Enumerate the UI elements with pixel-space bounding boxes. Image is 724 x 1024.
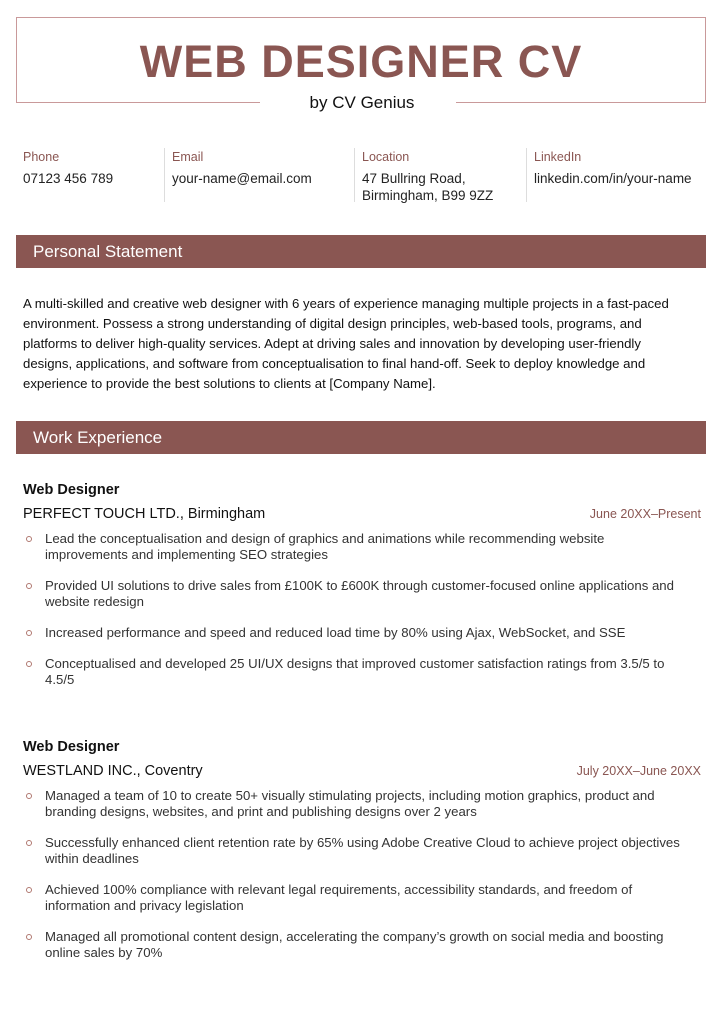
job-entry (23, 739, 701, 976)
contact-label: Email (172, 150, 204, 164)
bullet-item: Provided UI solutions to drive sales from £100K to £600K through customer-focused online applications and website redesign (23, 578, 683, 610)
job-meta (23, 506, 701, 522)
job-dates: June 20XX–Present (589, 507, 701, 521)
contact-label: Location (362, 150, 410, 164)
bullet-item: Lead the conceptualisation and design of graphics and animations while recommending website improvements and implementing SEO strategies (23, 531, 683, 563)
job-title: Web Designer (23, 739, 120, 755)
contact-location (354, 148, 526, 202)
bullet-item: Managed a team of 10 to create 50+ visually stimulating projects, including motion graphics, product and branding designs, websites, and print and publishing designs over 2 years (23, 788, 683, 820)
contact-value: your-name@email.com (172, 171, 312, 186)
bullet-circle-icon (26, 583, 32, 589)
job-bullets (23, 531, 701, 688)
contact-linkedin (526, 148, 706, 202)
job-bullets (23, 788, 701, 961)
job-entry (23, 482, 701, 703)
job-dates: July 20XX–June 20XX (576, 764, 701, 778)
contact-email (164, 148, 354, 202)
bullet-circle-icon (26, 840, 32, 846)
bullet-circle-icon (26, 536, 32, 542)
contact-value: linkedin.com/in/your-name (534, 171, 692, 186)
bullet-item: Conceptualised and developed 25 UI/UX designs that improved customer satisfaction ratings from 3.5/5 to 4.5/5 (23, 656, 683, 688)
page-subtitle: by CV Genius (309, 93, 415, 112)
bullet-circle-icon (26, 661, 32, 667)
bullet-item: Managed all promotional content design, accelerating the company’s growth on social media and boosting online sales by 70% (23, 929, 683, 961)
bullet-item: Increased performance and speed and reduced load time by 80% using Ajax, WebSocket, and SSE (23, 625, 683, 641)
bullet-item: Achieved 100% compliance with relevant legal requirements, accessibility standards, and freedom of information and privacy legislation (23, 882, 683, 914)
bullet-circle-icon (26, 630, 32, 636)
bullet-item: Successfully enhanced client retention rate by 65% using Adobe Creative Cloud to achieve project objectives within deadlines (23, 835, 683, 867)
personal-statement-text: A multi-skilled and creative web designer with 6 years of experience managing multiple projects in a fast-paced environment. Possess a strong understanding of digital design principles, web-based tools, programs, and platforms to deliver high-quality services. Adept at driving sales and innovation by developing user-friendly designs, applications, and software from conceptualisation to final hand-off. Seek to deploy knowledge and experience to provide the best solutions to clients at [Company Name]. (23, 296, 669, 391)
job-company: PERFECT TOUCH LTD., Birmingham (23, 506, 266, 522)
job-meta (23, 763, 701, 779)
contact-value: 07123 456 789 (23, 171, 114, 186)
section-header-personal-statement: Personal Statement (16, 235, 706, 268)
contact-info (16, 148, 706, 202)
contact-label: Phone (23, 150, 60, 164)
title-frame (16, 17, 706, 103)
job-title: Web Designer (23, 482, 120, 498)
section-header-work-experience: Work Experience (16, 421, 706, 454)
contact-value: 47 Bullring Road, Birmingham, B99 9ZZ (362, 171, 494, 203)
bullet-circle-icon (26, 793, 32, 799)
bullet-circle-icon (26, 934, 32, 940)
job-company: WESTLAND INC., Coventry (23, 763, 203, 779)
contact-phone (16, 148, 164, 202)
bullet-circle-icon (26, 887, 32, 893)
page-title: WEB DESIGNER CV (139, 36, 583, 87)
contact-label: LinkedIn (534, 150, 582, 164)
